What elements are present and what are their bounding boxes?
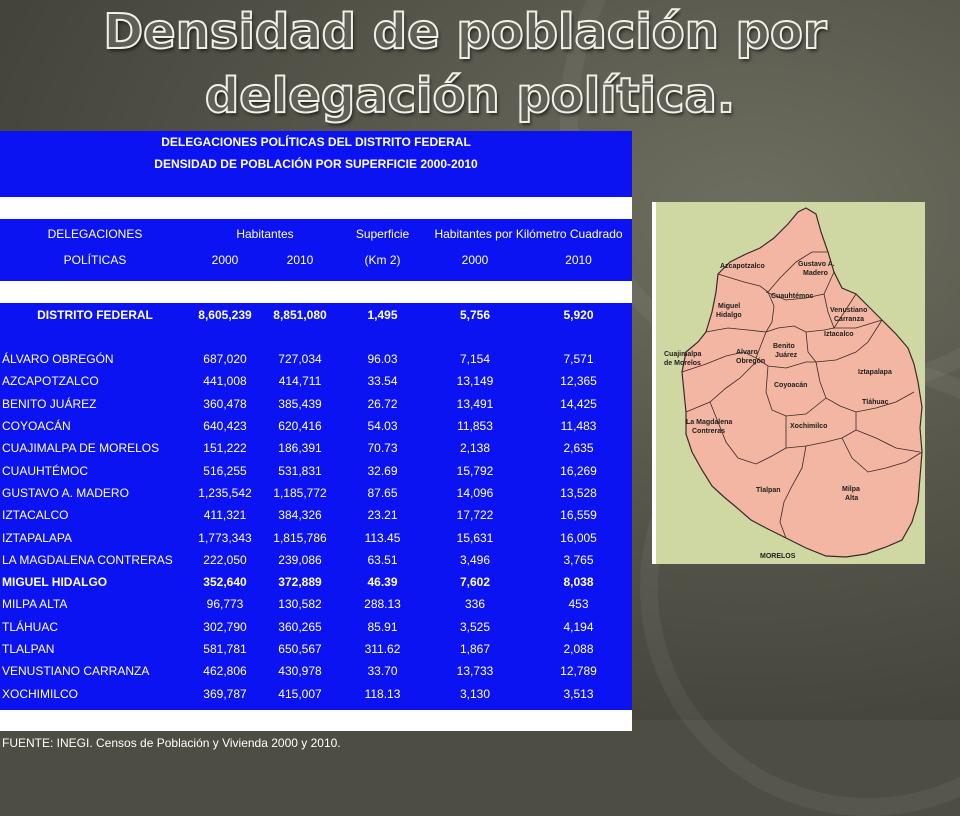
cell-h2000: 1,235,542 xyxy=(198,485,252,500)
cell-h2000: 640,423 xyxy=(203,419,247,434)
cell-d2000: 7,154 xyxy=(459,352,491,367)
map-label-vc-1: Venustiano xyxy=(830,307,868,314)
cell-h2010: 1,815,786 xyxy=(273,530,327,545)
cell-sup: 113.45 xyxy=(364,530,401,545)
cell-d2010: 2,088 xyxy=(563,642,594,656)
delegacion-name: TLÁHUAC xyxy=(2,619,59,634)
cell-h2010: 385,439 xyxy=(278,396,322,411)
cell-sup: 33.70 xyxy=(367,664,398,679)
table-row xyxy=(0,638,632,660)
delegacion-name: MIGUEL HIDALGO xyxy=(2,575,108,590)
map-label-ao-2: Obregón xyxy=(736,358,766,365)
cell-sup: 288.13 xyxy=(364,597,401,612)
delegacion-name: AZCAPOTZALCO xyxy=(2,374,99,389)
separator-row xyxy=(0,281,632,303)
map-label-mh-2: Hidalgo xyxy=(716,312,742,319)
map-label-ao-1: Alvaro xyxy=(736,349,758,356)
header-row-1 xyxy=(0,219,632,249)
map-label-tlalpan: Tlalpan xyxy=(756,487,781,494)
header-densidad: Habitantes por Kilómetro Cuadrado xyxy=(434,226,623,241)
cell-sup: 32.69 xyxy=(367,463,398,478)
df-map xyxy=(656,202,925,564)
header-hab-2010: 2010 xyxy=(286,253,314,267)
table-row xyxy=(0,482,632,504)
table-row xyxy=(0,593,632,615)
cell-sup: 87.65 xyxy=(367,485,398,500)
map-label-lmc-1: La Magdalena xyxy=(686,419,733,426)
cell-h2010: 360,265 xyxy=(278,619,322,634)
map-label-azcapotzalco: Azcapotzalco xyxy=(720,263,765,270)
separator-row xyxy=(0,197,632,219)
cell-h2010: 372,889 xyxy=(278,575,322,590)
cell-h2010: 650,567 xyxy=(278,642,322,656)
data-rows xyxy=(0,348,632,705)
map-label-ma-1: Milpa xyxy=(842,486,860,493)
map-label-iztacalco: Iztacalco xyxy=(824,331,854,338)
density-table-panel xyxy=(0,131,632,750)
cell-d2000: 13,491 xyxy=(456,396,494,411)
separator-row xyxy=(0,710,632,731)
spacer-row xyxy=(0,271,632,281)
cell-h2000: 222,050 xyxy=(203,552,247,567)
cell-sup: 63.51 xyxy=(367,552,398,567)
cell-sup: 311.62 xyxy=(364,642,401,656)
delegacion-name: VENUSTIANO CARRANZA xyxy=(2,664,150,679)
map-label-cuaj-1: Cuajimalpa xyxy=(664,351,702,358)
map-label-morelos: MORELOS xyxy=(760,553,796,560)
header-dens-2010: 2010 xyxy=(565,253,592,267)
table-row xyxy=(0,415,632,437)
delegacion-name: MILPA ALTA xyxy=(2,597,68,612)
density-table xyxy=(0,131,632,755)
delegacion-name: ÁLVARO OBREGÓN xyxy=(2,352,114,367)
map-label-mh-1: Miguel xyxy=(718,303,741,310)
cell-h2000: 1,773,343 xyxy=(198,530,252,545)
table-row xyxy=(0,571,632,593)
map-label-gam-1: Gustavo A. xyxy=(798,261,835,268)
delegacion-name: XOCHIMILCO xyxy=(2,686,79,701)
source-row xyxy=(0,731,632,755)
cell-d2000: 15,631 xyxy=(456,530,494,545)
cell-d2000: 2,138 xyxy=(459,441,491,456)
header-dens-2000: 2000 xyxy=(461,253,489,267)
header-row-2 xyxy=(0,249,632,271)
map-label-iztapalapa: Iztapalapa xyxy=(858,369,892,376)
cell-h2000: 462,806 xyxy=(203,664,247,679)
cell-d2000: 1,867 xyxy=(459,642,491,656)
map-frame xyxy=(652,202,925,564)
delegacion-name: CUAJIMALPA DE MORELOS xyxy=(2,441,160,456)
cell-d2010: 11,483 xyxy=(560,419,597,434)
delegacion-name: IZTACALCO xyxy=(2,508,69,523)
spacer-row xyxy=(0,175,632,197)
header-hab-2000: 2000 xyxy=(211,253,239,267)
total-d2010: 5,920 xyxy=(563,308,594,322)
cell-h2000: 96,773 xyxy=(206,597,244,612)
cell-h2010: 620,416 xyxy=(278,419,322,434)
table-row xyxy=(0,437,632,459)
map-label-vc-2: Carranza xyxy=(834,316,864,323)
cell-h2010: 186,391 xyxy=(278,441,322,456)
cell-h2000: 369,787 xyxy=(203,686,247,701)
cell-d2000: 14,096 xyxy=(456,485,494,500)
table-row xyxy=(0,393,632,415)
slide-title xyxy=(0,0,930,128)
delegacion-name: TLALPAN xyxy=(2,642,55,656)
cell-d2000: 13,733 xyxy=(456,664,494,679)
cell-h2000: 360,478 xyxy=(203,396,247,411)
delegacion-name: LA MAGDALENA CONTRERAS xyxy=(2,552,173,567)
cell-sup: 46.39 xyxy=(367,575,398,590)
cell-h2010: 239,086 xyxy=(278,552,322,567)
cell-h2010: 727,034 xyxy=(278,352,322,367)
cell-d2010: 2,635 xyxy=(563,441,594,456)
cell-h2000: 441,008 xyxy=(203,374,247,389)
title-line-2: delegación política. xyxy=(204,68,736,124)
delegacion-name: COYOACÁN xyxy=(2,419,71,434)
title-line-1: Densidad de población por xyxy=(103,4,827,60)
map-label-ma-2: Alta xyxy=(845,495,859,502)
table-subtitle: DENSIDAD DE POBLACIÓN POR SUPERFICIE 2000-2010 xyxy=(154,157,478,171)
total-row xyxy=(0,303,632,327)
map-image xyxy=(656,202,925,564)
cell-h2010: 531,831 xyxy=(278,463,322,478)
map-label-xochimilco: Xochimilco xyxy=(790,423,828,430)
cell-d2000: 17,722 xyxy=(456,508,494,523)
cell-d2010: 16,269 xyxy=(560,463,597,478)
cell-d2010: 7,571 xyxy=(563,352,594,367)
cell-d2000: 3,525 xyxy=(459,619,491,634)
cell-d2010: 14,425 xyxy=(560,396,597,411)
table-row xyxy=(0,370,632,392)
total-h2000: 8,605,239 xyxy=(198,308,252,322)
total-h2010: 8,851,080 xyxy=(273,308,327,322)
cell-h2010: 430,978 xyxy=(278,664,322,679)
cell-h2010: 384,326 xyxy=(278,508,322,523)
map-label-lmc-2: Contreras xyxy=(692,428,726,435)
cell-sup: 26.72 xyxy=(367,396,398,411)
cell-d2000: 7,602 xyxy=(459,575,491,590)
table-row xyxy=(0,348,632,370)
table-row xyxy=(0,504,632,526)
cell-d2000: 336 xyxy=(464,597,486,612)
cell-h2010: 130,582 xyxy=(278,597,322,612)
cell-h2000: 151,222 xyxy=(203,441,247,456)
cell-d2010: 8,038 xyxy=(563,575,594,590)
cell-d2000: 3,496 xyxy=(459,552,491,567)
table-row xyxy=(0,459,632,481)
cell-d2010: 3,765 xyxy=(563,552,594,567)
cell-h2000: 411,321 xyxy=(203,508,247,523)
cell-h2000: 516,255 xyxy=(203,463,247,478)
cell-sup: 96.03 xyxy=(367,352,398,367)
table-row xyxy=(0,549,632,571)
map-label-coyoacan: Coyoacán xyxy=(774,382,808,389)
cell-d2000: 11,853 xyxy=(457,419,493,434)
table-row xyxy=(0,526,632,548)
source-note: FUENTE: INEGI. Censos de Población y Vivienda 2000 y 2010. xyxy=(2,735,341,750)
cell-d2010: 16,559 xyxy=(560,508,597,523)
cell-h2000: 302,790 xyxy=(203,619,247,634)
table-row xyxy=(0,616,632,638)
header-politicas: POLÍTICAS xyxy=(63,253,127,267)
total-name: DISTRITO FEDERAL xyxy=(37,308,153,322)
table-row xyxy=(0,682,632,704)
cell-d2000: 15,792 xyxy=(456,463,494,478)
table-subtitle-row xyxy=(0,153,632,175)
map-label-cuauhtemoc: Cuauhtémoc xyxy=(771,293,814,300)
delegacion-name: IZTAPALAPA xyxy=(2,530,73,545)
cell-d2000: 13,149 xyxy=(456,374,494,389)
map-label-gam-2: Madero xyxy=(803,270,828,277)
cell-h2010: 414,711 xyxy=(278,374,322,389)
spacer-row xyxy=(0,327,632,348)
delegacion-name: GUSTAVO A. MADERO xyxy=(2,485,129,500)
map-label-cuaj-2: de Morelos xyxy=(664,360,701,367)
delegacion-name: BENITO JUÁREZ xyxy=(2,396,97,411)
table-title-row xyxy=(0,131,632,153)
cell-d2010: 12,789 xyxy=(560,664,597,679)
cell-d2000: 3,130 xyxy=(459,686,491,701)
table-row xyxy=(0,660,632,682)
map-label-bj-1: Benito xyxy=(773,343,795,350)
total-sup: 1,495 xyxy=(367,308,398,322)
delegacion-name: CUAUHTÉMOC xyxy=(2,463,88,478)
table-title: DELEGACIONES POLÍTICAS DEL DISTRITO FEDERAL xyxy=(161,135,471,149)
cell-sup: 33.54 xyxy=(367,374,398,389)
cell-d2010: 12,365 xyxy=(560,374,597,389)
cell-sup: 70.73 xyxy=(367,441,398,456)
cell-h2000: 581,781 xyxy=(203,642,247,656)
header-delegaciones: DELEGACIONES xyxy=(47,227,143,241)
map-label-tlahuac: Tláhuac xyxy=(862,399,889,406)
cell-sup: 54.03 xyxy=(367,419,398,434)
cell-h2000: 352,640 xyxy=(203,575,247,590)
cell-sup: 85.91 xyxy=(367,619,398,634)
header-habitantes: Habitantes xyxy=(236,227,294,241)
map-label-bj-2: Juárez xyxy=(775,352,798,359)
cell-h2010: 1,185,772 xyxy=(273,485,327,500)
header-superficie: Superficie xyxy=(355,227,410,241)
cell-h2010: 415,007 xyxy=(278,686,322,701)
cell-d2010: 4,194 xyxy=(563,619,594,634)
cell-d2010: 453 xyxy=(568,597,589,612)
header-km2: (Km 2) xyxy=(364,253,401,267)
total-d2000: 5,756 xyxy=(459,308,491,322)
cell-d2010: 16,005 xyxy=(560,530,597,545)
cell-sup: 118.13 xyxy=(364,686,401,701)
cell-sup: 23.21 xyxy=(367,508,398,523)
cell-d2010: 3,513 xyxy=(563,686,594,701)
cell-h2000: 687,020 xyxy=(203,352,247,367)
cell-d2010: 13,528 xyxy=(560,485,597,500)
